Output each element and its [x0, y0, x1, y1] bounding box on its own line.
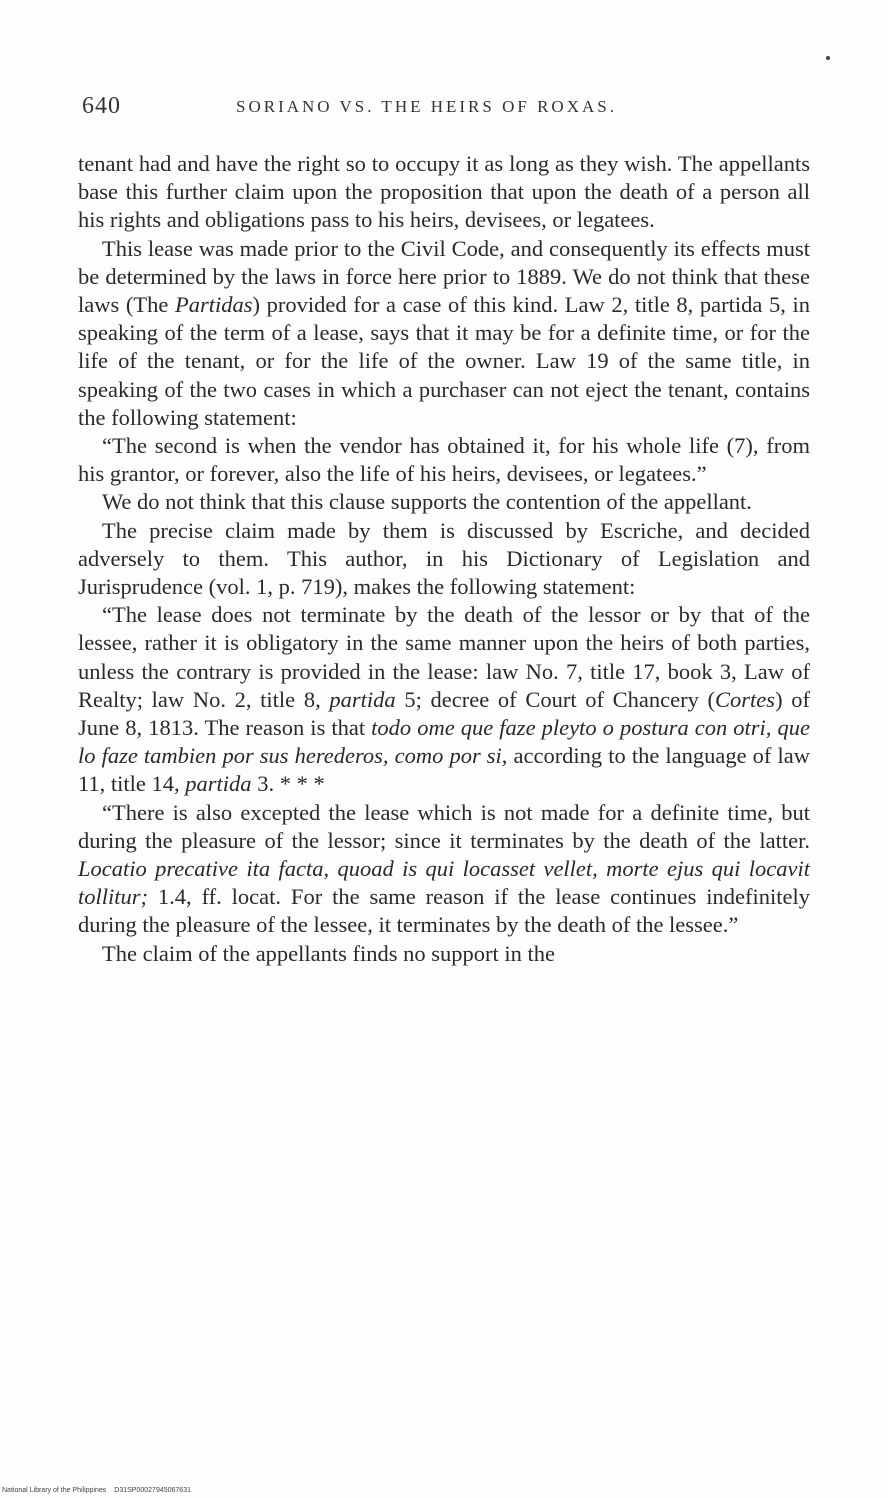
paragraph-6-text-b: 5; decree of Court of Chancery (: [395, 686, 716, 712]
paragraph-5-text: The precise claim made by them is discussed by Escriche, and decided adversely to them. This author, in his Dictionary of Legislation and Jurisprudence (vol. 1, p. 719), makes the following statement:: [78, 517, 810, 600]
paragraph-4: [78, 488, 810, 516]
paragraph-6-quote: [78, 601, 810, 798]
paragraph-6-italic-1: partida: [329, 686, 396, 712]
footer-code: D31SP00027945067631: [114, 1487, 191, 1494]
paragraph-6-italic-3: todo ome que faze pleyto o postura con otri, que lo faze tambien por sus herederos, como por si: [78, 715, 810, 769]
paragraph-6-text-a: “The lease does not terminate by the death of the lessor or by that of the lessee, rather it is obligatory in the same manner upon the heirs of both parties, unless the contrary is provided in the lease: law No. 7, title 17, book 3, Law of Realty; law No. 2, title 8,: [78, 602, 810, 712]
paragraph-7-text-b: 1.4, ff. locat. For the same reason if the lease continues indefinitely during the pleasure of the lessee, it terminates by the death of the lessee.”: [78, 884, 810, 938]
paragraph-4-text: We do not think that this clause supports the contention of the appellant.: [102, 489, 752, 515]
paragraph-7-text-a: “There is also excepted the lease which is not made for a definite time, but during the pleasure of the lessor; since it terminates by the death of the latter.: [78, 799, 810, 853]
paragraph-1-text: tenant had and have the right so to occupy it as long as they wish. The appellants base this further claim upon the proposition that upon the death of a person all his rights and obligations pass to his heirs, devisees, or legatees.: [78, 151, 810, 233]
body-text: [78, 150, 810, 968]
paragraph-2-text-a: This lease was made prior to the Civil Code, and consequently its effects must be determined by the laws in force here prior to 1889. We do not think that these laws (The: [78, 235, 810, 318]
paragraph-6-italic-2: Cortes: [715, 686, 776, 712]
paragraph-3-text: “The second is when the vendor has obtained it, for his whole life (7), from his grantor, or forever, also the life of his heirs, devisees, or legatees.”: [78, 433, 810, 487]
scan-speck: [826, 56, 830, 60]
paragraph-2-italic: Partidas: [174, 292, 253, 318]
paragraph-3-quote: [78, 432, 810, 488]
page-header: [82, 93, 812, 133]
paragraph-7-italic-1: Locatio precative ita facta, quoad is qui locasset vellet, morte ejus qui locavit tollitur;: [78, 856, 810, 910]
paragraph-2-text-b: ) provided for a case of this kind. Law 2, title 8, partida 5, in speaking of the term of a lease, says that it may be for a definite time, or for the life of the tenant, or for the life of the owner. Law 19 of the same title, in speaking of the two cases in which a purchaser can not eject the tenant, contains the following statement:: [78, 292, 811, 430]
paragraph-6-text-d: , according to the language of law 11, title 14,: [78, 743, 810, 797]
paragraph-1: [78, 150, 810, 235]
paragraph-8-text: The claim of the appellants finds no support in the: [102, 940, 556, 966]
paragraph-6-text-c: ) of June 8, 1813. The reason is that: [78, 686, 810, 741]
paragraph-2: [78, 235, 810, 432]
paragraph-6-italic-4: partida: [185, 771, 252, 797]
paragraph-6-text-e: 3. * * *: [251, 771, 325, 797]
paragraph-8: [78, 940, 810, 968]
scan-footer: [2, 1487, 191, 1494]
page-number: 640: [82, 93, 121, 119]
paragraph-5: [78, 517, 810, 602]
footer-library: National Library of the Philippines: [2, 1487, 107, 1494]
paragraph-7-quote: [78, 799, 810, 940]
running-head: SORIANO VS. THE HEIRS OF ROXAS.: [236, 97, 617, 116]
